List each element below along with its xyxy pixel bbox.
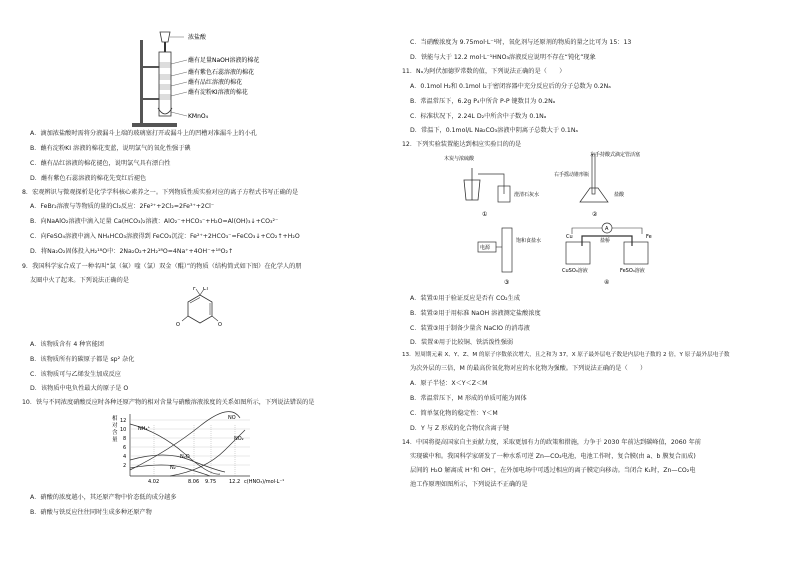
- q12-label: 盐酸: [614, 192, 625, 198]
- apparatus-label: 蘸有淀粉KI溶液的棉花: [188, 89, 248, 96]
- q8-option-d: D．将Na₂O₂固体投入H₂¹⁸O中：2Na₂O₂+2H₂¹⁸O=4Na⁺+4OH⁻+¹⁸O₂↑: [30, 248, 234, 255]
- q12-label: ④: [604, 279, 610, 286]
- q14-line-1: 14．中国将提高国家自主贡献力度，采取更加有力的政策和措施，力争于 2030 年前达到碳峰值，2060 年前: [402, 439, 701, 446]
- q13-stem-line-2: 为次外层的三倍，M 的最高价氧化物对应的水化物为强酸。下列说法正确的是（ ）: [410, 365, 647, 372]
- q12-label: 木炭与浓硫酸: [444, 156, 475, 162]
- chlorine-apparatus-figure: [132, 28, 282, 128]
- q13-option-d: D．Y 与 Z 形成的化合物仅含离子键: [410, 425, 510, 432]
- x-tick-label: 8.06: [188, 479, 200, 485]
- apparatus-label: 蘸有紫色石蕊溶液的棉花: [188, 69, 255, 76]
- q12-label: A: [605, 226, 609, 232]
- q7-option-a: A．滴加浓盐酸时需将分液漏斗上端的玻璃塞打开或漏斗上的凹槽对准漏斗上的小孔: [30, 130, 257, 137]
- y-axis-label-char: 对: [112, 423, 118, 429]
- q9-option-b: B．该物质所有的碳原子都是 sp² 杂化: [30, 356, 135, 363]
- q10-option-b: B．硝酸与铁反应往往同时生成多种还原产物: [30, 509, 152, 516]
- q12-label: Cu: [566, 234, 573, 240]
- series-label: N₂: [170, 465, 176, 471]
- q7-option-d: D．蘸有紫色石蕊溶液的棉花先变红后褪色: [30, 175, 147, 182]
- q9-stem-line-1: 9．我国科学家合成了一种名叫“氯（氟）喹（氯）双金（醌）”的物质（结构简式如下图）在化学人的朋: [22, 263, 302, 270]
- apparatus-label: 蘸有足量NaOH溶液的棉花: [188, 57, 260, 64]
- series-label: N₂O: [180, 454, 190, 460]
- y-axis-label-char: 相: [112, 416, 118, 422]
- series-label: NH₄⁺: [138, 426, 151, 432]
- y-tick-label: 12: [120, 418, 127, 424]
- y-tick-label: 6: [123, 445, 127, 451]
- x-tick-label: 12.2: [229, 479, 241, 485]
- q12-label: ①: [482, 211, 488, 218]
- svg-text:O: O: [218, 322, 222, 328]
- q9-option-c: C．该物质可与乙烯发生加成反应: [30, 371, 121, 378]
- series-label: NO: [228, 415, 236, 421]
- q11-option-d: D．常温下，0.1mol/L Na₂CO₃溶液中阴离子总数大于 0.1Nₐ: [410, 127, 578, 134]
- q11-option-c: C．标准状况下，2.24L D₂中所含中子数为 0.1Nₐ: [410, 113, 547, 120]
- q9-option-a: A．该物质含有 4 种官能团: [30, 341, 104, 348]
- q14-line-3: 层间的 H₂O 解离成 H⁺和 OH⁻，在外加电场中可透过相应的离子膜定向移动。当闭合 K₁时，Zn—CO₂电: [410, 467, 696, 474]
- q12-label: ②: [592, 211, 598, 218]
- q12-option-d: D．装置④用于比较铜、铁活泼性强弱: [410, 339, 514, 346]
- molecule-structure-figure: [170, 287, 230, 333]
- y-tick-label: 2: [123, 463, 127, 469]
- nitrate-reduction-chart: [110, 410, 310, 488]
- q12-label: ③: [504, 279, 510, 286]
- q12-label: 左手持酸式滴定管活塞: [590, 152, 641, 158]
- q11-stem: 11．Nₐ为阿伏加德罗常数的值，下列说法正确的是（ ）: [402, 68, 566, 75]
- q7-option-c: C．蘸有品红溶液的棉花褪色，说明氯气具有漂白性: [30, 160, 171, 167]
- y-axis-label-char: 含: [112, 430, 118, 436]
- q8-stem: 8．宏观辨识与微观探析是化学学科核心素养之一。下列物质性质实验对应的离子方程式书写正确的是: [22, 189, 299, 196]
- q12-label: FeSO₄溶液: [620, 268, 645, 274]
- q13-option-b: B．常温常压下，M 形成的单质可能为固体: [410, 395, 527, 402]
- y-axis-label-char: 量: [112, 437, 118, 443]
- series-n2o: [130, 455, 225, 472]
- apparatus-label: 浓盐酸: [188, 34, 207, 41]
- q12-label: 电源: [480, 245, 491, 251]
- q10-option-c: C．当硝酸浓度为 9.75mol·L⁻¹时，氧化剂与还原剂的物质的量之比可为 15：13: [410, 39, 632, 46]
- y-tick-label: 10: [120, 427, 127, 433]
- q8-option-c: C．向FeSO₄溶液中滴入 NH₄HCO₃溶液得到 FeCO₃沉淀：Fe²⁺+2HCO₃⁻=FeCO₃↓+CO₂↑+H₂O: [30, 233, 300, 240]
- apparatus-label: 蘸有品红溶液的棉花: [188, 79, 243, 86]
- q12-label: 右手摇动锥形瓶: [554, 172, 590, 178]
- q11-option-b: B．常温常压下，6.2g P₄中所含 P-P 键数目为 0.2Nₐ: [410, 98, 556, 105]
- q10-option-a: A．硝酸的浓度越小，其还原产物中价态低的成分越多: [30, 494, 177, 501]
- q10-stem: 10．铁与不同浓度硝酸反应时各种还原产物的相对含量与硝酸溶液浓度的关系如图所示，下列说法错误的是: [22, 399, 315, 406]
- q13-stem-line-1: 13．短周期元素 X、Y、Z、M 的原子序数依次增大，且之和为 37，X 原子最外层电子数是内层电子数的 2 倍，Y 原子最外层电子数: [402, 352, 730, 358]
- q8-option-a: A．FeBr₂溶液与等物质的量的Cl₂反应：2Fe²⁺+2Cl₂=2Fe³⁺+2Cl⁻: [30, 203, 215, 210]
- q12-option-b: B．装置②用于用标准 NaOH 溶液测定盐酸浓度: [410, 310, 541, 317]
- q12-stem: 12．下列实验装置能达到相应实验目的的是: [402, 141, 522, 148]
- q14-line-2: 实现碳中和。我国科学家研发了一种水系可逆 Zn—CO₂电池，电池工作时，复合膜(由 a、b 膜复合而成): [410, 453, 696, 460]
- x-tick-label: 4.02: [148, 479, 160, 485]
- q12-label: 澄清石灰水: [514, 192, 540, 198]
- q7-option-b: B．蘸有淀粉KI 溶液的棉花变蓝，说明氯气的氧化性强于碘: [30, 145, 191, 152]
- q10-option-d: D．铁能与大于 12.2 mol·L⁻¹HNO₃溶液反应说明不存在“钝化”现象: [410, 54, 596, 61]
- q8-option-b: B．向NaAlO₂溶液中滴入足量 Ca(HCO₃)₂溶液：AlO₂⁻+HCO₃⁻+H₂O=Al(OH)₃↓+CO₃²⁻: [30, 218, 279, 225]
- q13-option-c: C．简单氢化物的稳定性：Y＜M: [410, 410, 498, 417]
- q12-option-a: A．装置①用于验证反应是否有 CO₂生成: [410, 295, 521, 302]
- q9-option-d: D．该物质中电负性最大的原子是 O: [30, 385, 129, 392]
- q13-option-a: A．原子半径：X＜Y＜Z＜M: [410, 380, 488, 387]
- q12-label: Fe: [646, 234, 652, 240]
- q14-line-4: 池工作原理如图所示，下列说法不正确的是: [410, 481, 528, 488]
- y-tick-label: 8: [123, 436, 127, 442]
- series-no: [130, 412, 240, 470]
- y-tick-label: 4: [123, 454, 127, 460]
- left-column: [22, 0, 397, 562]
- x-axis-label: c(HNO₃)/mol·L⁻¹: [244, 479, 285, 485]
- right-column: [402, 0, 777, 562]
- q12-label: 饱和食盐水: [516, 238, 542, 244]
- q11-option-a: A．0.1mol H₂和 0.1mol I₂于密闭容器中充分反应后的分子总数为 0.2Nₐ: [410, 83, 611, 90]
- apparatus-label: KMnO₄: [188, 113, 209, 120]
- x-tick-label: 9.75: [205, 479, 217, 485]
- svg-text:Cl: Cl: [203, 287, 208, 292]
- svg-text:O: O: [176, 322, 180, 328]
- q12-label: CuSO₄溶液: [562, 268, 588, 274]
- q12-option-c: C．装置③用于制备少量含 NaClO 的消毒液: [410, 325, 530, 332]
- q12-apparatus-figure: [442, 150, 672, 290]
- q9-stem-line-2: 友圈中火了起来。下列说法正确的是: [30, 277, 129, 284]
- q12-label: 盐桥: [600, 238, 611, 244]
- series-label: NO₂: [234, 436, 244, 442]
- svg-text:F: F: [193, 287, 196, 292]
